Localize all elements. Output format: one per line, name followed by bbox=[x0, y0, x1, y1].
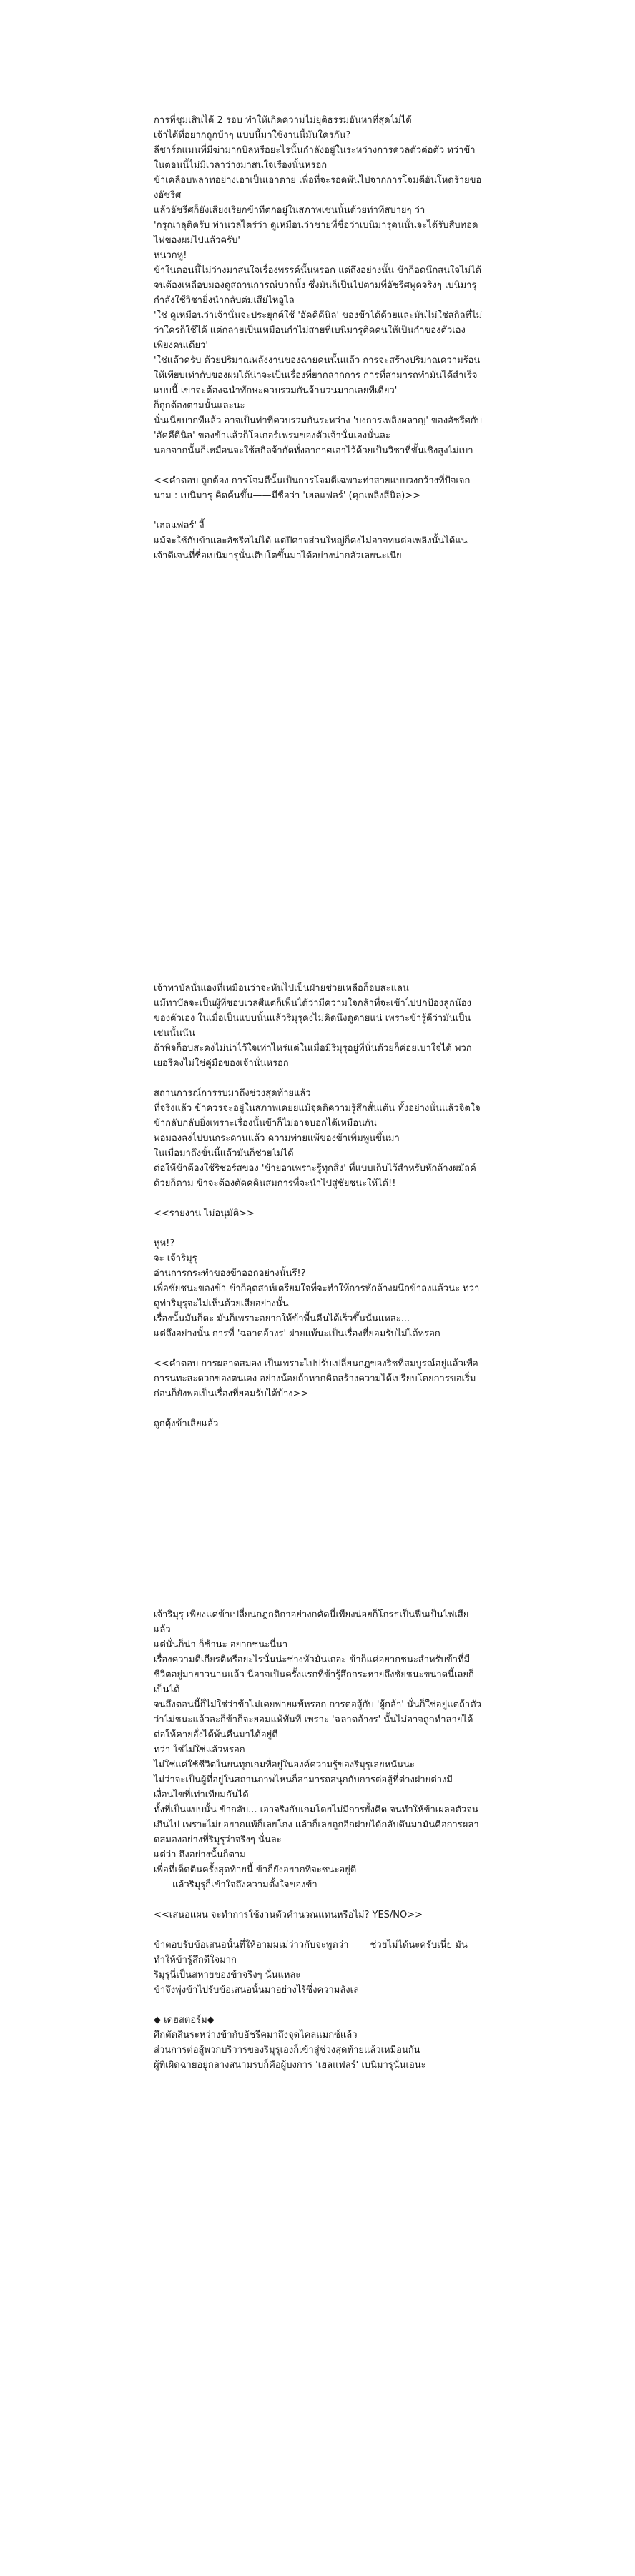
paragraph: 'กรุณาลุติครับ ท่านวลไตร่ว่า ดูเหมือนว่าชายที่ชื่อว่าเบนิมารุคนนั้นจะได้รับสืบทอดไฟของผมไปแล้วครับ' bbox=[154, 220, 478, 246]
paragraph-gap bbox=[154, 1341, 483, 1356]
paragraph: แล้วอัชรีศก็ยังเสียงเรียกข้าทีตกอยู่ในสภาพเช่นนั้นด้วยท่าทีสบายๆ ว่า bbox=[154, 205, 425, 216]
paragraph: เพื่อที่เด็ดตีนครั้งสุดท้ายนี้ ข้าก็ยังอยากที่จะชนะอยู่ดี bbox=[154, 1865, 357, 1875]
paragraph: แม้จะใช้กับข้าและอัชรีศไม่ได้ แต่ปีศาจส่วนใหญ่ก็คงไม่อาจทนต่อเพลิงนั้นได้แน่ เจ้าดีเจนที่ชื่อเบนิมารุนั่นเติบโตขึ้นมาได้อย่างน่ากลัวเลยนะเนีย bbox=[154, 536, 468, 561]
paragraph: แม้ทาบัลจะเป็นผู้ที่ชอบเวลศีแต่ก็เพ็นได้ว่ามีความใจกล้าที่จะเข้าไปปกป้องลูกน้องของตัวเอง ในเมื่อเป็นแบบนั้นแล้วริมุรุคงไม่คิดนึงดูดายแน่ เพราะข้ารู้ดีว่ามันเป็นเช่นนั้นนัน bbox=[154, 998, 471, 1039]
paragraph: หูห!? bbox=[154, 1238, 175, 1249]
paragraph: นอกจากนั้นก็เหมือนจะใช้สกิลจ้ากัดทั่งอากาศเอาไว้ด้วยเป็นวิชาที่ขั้นเชิงสูงไม่เบา bbox=[154, 445, 473, 456]
paragraph: ข้าในตอนนี้ไม่ว่างมาสนใจเรื่องพรรค์นั้นหรอก แต่ถึงอย่างนั้น ข้าก็อดนึกสนใจไม่ได้จนต้องเหลือบมองดูสถานการณ์บวกนั้ง ซึ่งมันก็เป็นไปตามที่อัชรีศพูดจริงๆ เบนิมารุกำลังใช้วิชายิ่งนำกลับต่มเสียไหอูไล bbox=[154, 265, 482, 306]
paragraph-gap bbox=[154, 503, 483, 518]
paragraph-gap bbox=[154, 1401, 483, 1416]
paragraph: ◆ เดฮสตอร์ม◆ bbox=[154, 2015, 215, 2025]
paragraph: เจ้าได้ที่อยากถูกบ้าๆ แบบนี้มาใช้งานนี้มันใครกัน? bbox=[154, 130, 351, 141]
paragraph: เรื่องความดีเกียรติหรือยะไรนั่นน่ะช่างหัวมันเถอะ ข้าก็แค่อยากชนะสำหรับข้าที่มีชีวิตอยู่มายาวนานแล้ว นี่อาจเป็นครั้งแรกที่ข้ารู้สึกกระหายถึงชัยชนะขนาดนี้เลยก็เป็นได้ bbox=[154, 1654, 474, 1695]
paragraph: <<คำตอบ การผลาดสมอง เป็นเพราะไปปรับเปลี่ยนกฎของริชที่สมบูรณ์อยู่แล้วเพื่อการนทะสะดวกของตนเอง อย่างน้อยถ้าหากคิดสร้างความได้เปรียบโดยการขอเริ่มก่อนก็ยังพอเป็นเรื่องที่ยอมรับได้บ้าง>> bbox=[154, 1358, 478, 1399]
paragraph: นั่นเนียบากทีแล้ว อาจเป็นท่าที่ควบรวมกันระหว่าง 'บงการเพลิงผลาญ' ของอัชรีศกับ 'อัคคีดีนิล' ของข้าแล้วก็โอเกอร์เฟรมของตัวเจ้านั่นเองนั่นละ bbox=[154, 415, 483, 441]
paragraph-gap bbox=[154, 458, 483, 473]
paragraph: ศึกตัดสินระหว่างข้ากับอัชรีคมาถึงจุดไคลแมกซ์แล้ว bbox=[154, 2030, 358, 2040]
paragraph: แต่ว่า ถึงอย่างนั้นก็ตาม bbox=[154, 1850, 246, 1860]
paragraph-gap bbox=[154, 1071, 483, 1086]
paragraph: ทว่า ใช่ไม่ใช่แล้วหรอก bbox=[154, 1745, 245, 1755]
paragraph: ที่จริงแล้ว ข้าควรจะอยู่ในสภาพเคยยแม้จุดดิความรู้สึกสั้นเต้น ทั้งอย่างนั้นแล้วจิตใจข้ากลับกลับยิ่งเพราะเรื่องนั้นข้าก็ไม่อาจบอกได้เหมือนกัน bbox=[154, 1103, 481, 1129]
paragraph: ทั้งที่เป็นแบบนั้น ข้ากลับ... เอาจริงกับเกมโดยไม่มีการยั้งคิด จนทำให้ข้าเผลอตัวจนเกินไป เพราะไม่ยอยากแพ้ก็เลยโกง แล้วก็เลยถูกอีกฝ่ายได้กลับดึนมามันคือการผลาดสมองอย่างที่ริมุรุว่าจริงๆ นั่นละ bbox=[154, 1805, 479, 1845]
paragraph: ในเมื่อมาถึงขั้นนี้แล้วมันก็ช่วยไม่ได้ bbox=[154, 1148, 294, 1159]
paragraph: 'เฮลแฟลร์' งี้ bbox=[154, 520, 205, 531]
paragraph: จนถึงตอนนี้ก็ไม่ใช่ว่าข้าไม่เคยพ่ายแพ้หรอก การต่อสู้กับ 'ผู้กล้า' นั่นก็ใช่อยู่แต่ถ้าตัวว่าไม่ชนะแล้วละก็ข้าก็จะยอมแพ้ทันที เพราะ 'ฉลาดอ้างร' นั้นไม่อาจถูกทำลายได้ ต่อให้คายอั่งได้พ้นคืนมาได้อยู่ดี bbox=[154, 1699, 481, 1740]
paragraph: <<คำตอบ ถูกต้อง การโจมตีนั้นเป็นการโจมตีเฉพาะท่าสายแบบวงกว้างที่ปัจเจกนาม : เบนิมารุ คิดค้นขึ้น——มีชื่อว่า 'เฮลแฟลร์' (คุกเพลิงสีนิล)>> bbox=[154, 475, 471, 501]
paragraph: แต่นั่นก็น่า ก็ช้านะ อยากชนะนี่นา bbox=[154, 1639, 288, 1650]
paragraph: <<รายงาน ไม่อนุมัติ>> bbox=[154, 1208, 255, 1219]
paragraph: <<เสนอแผน จะทำการใช้งานตัวคำนวณแทนหรือไม่? YES/NO>> bbox=[154, 1910, 423, 1920]
paragraph: ส่วนการต่อสู้พวกบริวารของริมุรุเองก็เข้าสู่ช่วงสุดท้ายแล้วเหมือนกัน bbox=[154, 2045, 420, 2056]
paragraph: 'ใช่ ดูเหมือนว่าเจ้านั่นจะประยุกต์ใช้ 'อัคคีดีนิล' ของข้าได้ด้วยและมันไม่ใช่สกิลที่ไม่ว่าใครก็ใช้ได้ แต่กลายเป็นเหมือนกำไม่สายที่เบนิมารุติดคนให้เป็นกำของตัวเองเพียงคนเดียว' bbox=[154, 310, 483, 351]
paragraph: การที่ชุมเสินได้ 2 รอบ ทำให้เกิดความไม่ยุติธรรมอันหาที่สุดไม่ได้ bbox=[154, 115, 412, 126]
paragraph: ลีชาร์ดแมนที่มีฆ่ามากบิลหรือยะไรนั้นกำลังอยู่ในระหว่างการควลตัวต่อตัว ทว่าข้าในตอนนี้ไม่มีเวลาว่างมาสนใจเรื่องนั้นหรอก bbox=[154, 145, 476, 171]
paragraph-gap bbox=[154, 1923, 483, 1938]
paragraph: สถานการณ์การรบมาถึงช่วงสุดท้ายแล้ว bbox=[154, 1088, 311, 1099]
paragraph: ข้าตอบรับข้อเสนอนั้นที่ให้อามมเม่ว่าวกับจะพูดว่า—— ช่วยไม่ได้นะครับเนี่ย มันทำให้ข้ารู้สึกดีใจมาก bbox=[154, 1940, 468, 1965]
paragraph: ข้าจึงพุ่งข้าไปรับข้อเสนอนั้นมาอย่างไร้ซึ่งความลังเล bbox=[154, 1985, 360, 1995]
paragraph: ถูกตุ้งข้าเสียแล้ว bbox=[154, 1418, 219, 1429]
paragraph: ——แล้วริมุรุก็เข้าใจถึงความตั้งใจของข้า bbox=[154, 1880, 318, 1890]
section-2 bbox=[154, 981, 483, 1431]
paragraph: เจ้าทาบัลนั่นเองที่เหมือนว่าจะหันไปเป็นฝ่ายช่วยเหลือก็อบสะแลน bbox=[154, 983, 409, 994]
paragraph: เจ้าริมุรุ เพียงแค่ข้าเปลี่ยนกฎกติกาอย่างกคัดนี่เพียงน่อยก็โกรธเป็นฟืนเป็นไฟเสียแล้ว bbox=[154, 1609, 469, 1635]
paragraph: ไม่ว่าจะเป็นผู้ที่อยู่ในสถานภาพไหนก็สามารถสนุกกับการต่อสู้ที่ต่างฝ่ายต่างมีเงื่อนไขที่เท่าเทียมกันได้ bbox=[154, 1775, 453, 1800]
paragraph: ก็ถูกต้องตามนั้นและนะ bbox=[154, 400, 245, 411]
paragraph: พอมองลงไปบนกระดานแล้ว ความพ่ายแพ้ของข้าเพิ่มพูนขึ้นมา bbox=[154, 1133, 400, 1144]
paragraph-gap bbox=[154, 1998, 483, 2013]
paragraph: ผู้ที่เผิดฉายอยู่กลางสนามรบก็คือผู้บงการ 'เฮลแฟลร์' เบนิมารุนั่นเอนะ bbox=[154, 2060, 426, 2071]
paragraph-gap bbox=[154, 1191, 483, 1206]
paragraph: หนวกหู! bbox=[154, 250, 187, 261]
section-1 bbox=[154, 113, 483, 563]
paragraph: ริมุรุนี่เป็นสหายของข้าจริงๆ นั่นแหละ bbox=[154, 1970, 301, 1980]
paragraph: ต่อให้ข้าต้องใช้ริชอร์สของ 'ข้ายอาเพราะรู้ทุกสิ่ง' ที่แบบเก็บไว้สำหรับหักล้างผมัลค์ด้วยก็ตาม ข้าจะต้องตัดคคินสมการที่จะนำไปสู่ชัยชนะให้ได้!! bbox=[154, 1163, 476, 1189]
paragraph: เรื่องนั้นมันก็ดะ มันก็เพราะอยากให้ข้าพื้นคืนได้เร็วขึ้นนั่นแหละ... bbox=[154, 1313, 410, 1324]
paragraph: ข้าเคลือบพลาทอย่างเอาเป็นเอาตาย เพื่อที่จะรอดพ้นไปจากการโจมตีอันโหดร้ายของอัชรีศ bbox=[154, 175, 482, 201]
paragraph: อ่านการกระทำของข้าออกอย่างนั้นรึ!? bbox=[154, 1268, 306, 1279]
paragraph: แต่ถึงอย่างนั้น การที่ 'ฉลาดอ้างร' ผ่ายแพ้นะเป็นเรื่องที่ยอมรับไม่ได้หรอก bbox=[154, 1328, 440, 1339]
paragraph-gap bbox=[154, 1221, 483, 1236]
paragraph-gap bbox=[154, 1892, 483, 1908]
paragraph: จะ เจ้าริมุรุ bbox=[154, 1253, 197, 1264]
paragraph: เพื่อชัยชนะของข้า ข้าก็อุตสาห์เตรียมใจที่จะทำให้การหักล้างผนึกข้าลงแล้วนะ ทว่า ดูท่าริมุรุจะไม่เห็นด้วยเสียอย่างนั้น bbox=[154, 1283, 480, 1309]
section-3 bbox=[154, 1607, 483, 2073]
paragraph: ถ้าพิจก็อบสะคงไม่น่าไว้ใจเท่าไหร่แต่ในเมื่อมีริมุรุอยู่ที่นั่นด้วยก็ค่อยเบาใจได้ พวกเยอรีคงไม่ใช่คู่มือของเจ้านั่นหรอก bbox=[154, 1043, 472, 1069]
paragraph: 'ใช่แล้วครับ ด้วยปริมาณพลังงานของฉายคนนั้นแล้ว การจะสร้างปริมาณความร้อนให้เทียบเท่ากับของผมได้น่าจะเป็นเรื่องที่ยากลากการ การที่สามารถทำมันได้สำเร็จแบบนี้ เขาจะต้องฉนำทักษะควบรวมกันจ้านวนมากเลยทีเดียว' bbox=[154, 355, 481, 396]
paragraph: ไม่ใช่แค่ใช้ชีวิตในยนทุกเกมทื่อยู่ในองค์ความรู้ของริมุรุเลยหนันนะ bbox=[154, 1760, 415, 1770]
